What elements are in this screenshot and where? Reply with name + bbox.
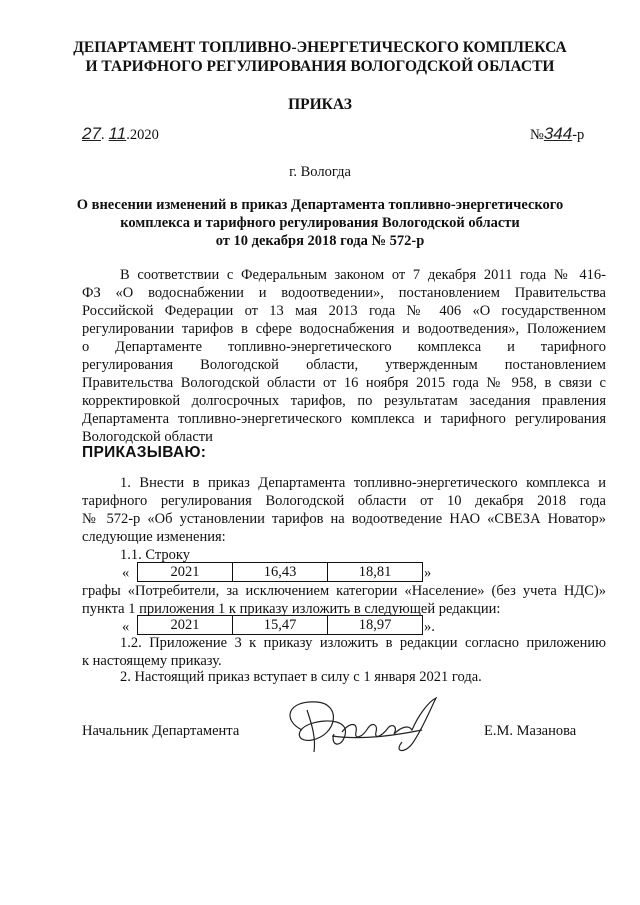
item-1 (82, 474, 606, 546)
title-line1: О внесении изменений в приказ Департамента топливно-энергетического (76, 197, 564, 213)
number-prefix: № (530, 127, 544, 143)
preamble-line: Российской Федерации от 13 мая 2013 года № 406 «О государственном (82, 303, 606, 319)
mid-text (82, 582, 606, 618)
new-value2-cell: 18,97 (328, 616, 423, 635)
city: г. Вологда (289, 164, 351, 180)
preamble-line: В соответствии с Федеральным законом от 7 декабря 2011 года № 416- (120, 267, 606, 283)
item1-line: тарифного регулирования Вологодской области от 10 декабря 2018 года (82, 493, 606, 509)
sub1-label: 1.1. Строку (120, 547, 190, 563)
sub2-line: к настоящему приказу. (82, 653, 222, 669)
date-day: 27 (82, 124, 101, 143)
org-name-line2: И ТАРИФНОГО РЕГУЛИРОВАНИЯ ВОЛОГОДСКОЙ ОБЛАСТИ (85, 58, 555, 75)
order-date (82, 124, 159, 144)
item1-line: следующие изменения: (82, 529, 226, 545)
org-name-line1: ДЕПАРТАМЕНТ ТОПЛИВНО-ЭНЕРГЕТИЧЕСКОГО КОМПЛЕКСА (73, 39, 567, 56)
date-year: .2020 (126, 127, 159, 143)
order-number (530, 124, 584, 144)
old-year-cell: 2021 (138, 563, 233, 582)
preamble-line: Вологодской области (82, 429, 213, 445)
number-value: 344 (543, 124, 573, 143)
item-2: 2. Настоящий приказ вступает в силу с 1 января 2021 года. (120, 669, 482, 685)
preamble-line: Правительства Вологодской области от 16 ноября 2015 года № 958, в связи с (82, 375, 606, 391)
signer-name: Е.М. Мазанова (484, 723, 577, 739)
new-value1-cell: 15,47 (233, 616, 328, 635)
doc-type: ПРИКАЗ (288, 96, 352, 113)
quote-open: « (122, 619, 130, 635)
date-sep: . (100, 127, 105, 143)
date-month: 11 (108, 124, 127, 143)
quote-open: « (122, 565, 130, 581)
mid-line: пункта 1 приложения 1 к приказу изложить в следующей редакции: (82, 601, 501, 617)
item1-line: № 572-р «Об установлении тарифов на водоотведение НАО «СВЕЗА Новатор» (82, 511, 606, 527)
title-line3: от 10 декабря 2018 года № 572-р (215, 233, 425, 249)
preamble-line: о Департаменте топливно-энергетического комплекса и тарифного (82, 339, 606, 355)
new-year-cell: 2021 (138, 616, 233, 635)
preamble-line: регулировании тарифов в сфере водоснабжения и водоотведения», Положением (82, 321, 606, 337)
title-line2: комплекса и тарифного регулирования Вологодской области (120, 215, 520, 231)
signer-position: Начальник Департамента (82, 723, 240, 739)
number-suffix: -р (572, 127, 585, 143)
preamble (82, 266, 606, 446)
old-tariff-row (137, 562, 423, 582)
preamble-line: регулирования Вологодской области, утвержденным постановлением (82, 357, 606, 373)
new-tariff-row (137, 615, 423, 635)
quote-close-dot: ». (424, 619, 435, 635)
order-word: ПРИКАЗЫВАЮ: (82, 444, 207, 461)
old-value2-cell: 18,81 (328, 563, 423, 582)
mid-line: графы «Потребители, за исключением категории «Население» (без учета НДС)» (82, 583, 606, 599)
preamble-line: ФЗ «О водоснабжении и водоотведении», постановлением Правительства (82, 285, 606, 301)
old-value1-cell: 16,43 (233, 563, 328, 582)
handwritten-signature (272, 690, 462, 760)
preamble-line: Департамента топливно-энергетического комплекса и тарифного регулирования (82, 411, 606, 427)
preamble-line: корректировкой долгосрочных тарифов, по результатам заседания правления (82, 393, 606, 409)
quote-close: » (424, 565, 432, 581)
sub2 (82, 634, 606, 670)
item1-line: 1. Внести в приказ Департамента топливно-энергетического комплекса и (120, 475, 606, 491)
sub2-line: 1.2. Приложение 3 к приказу изложить в редакции согласно приложению (120, 635, 606, 651)
